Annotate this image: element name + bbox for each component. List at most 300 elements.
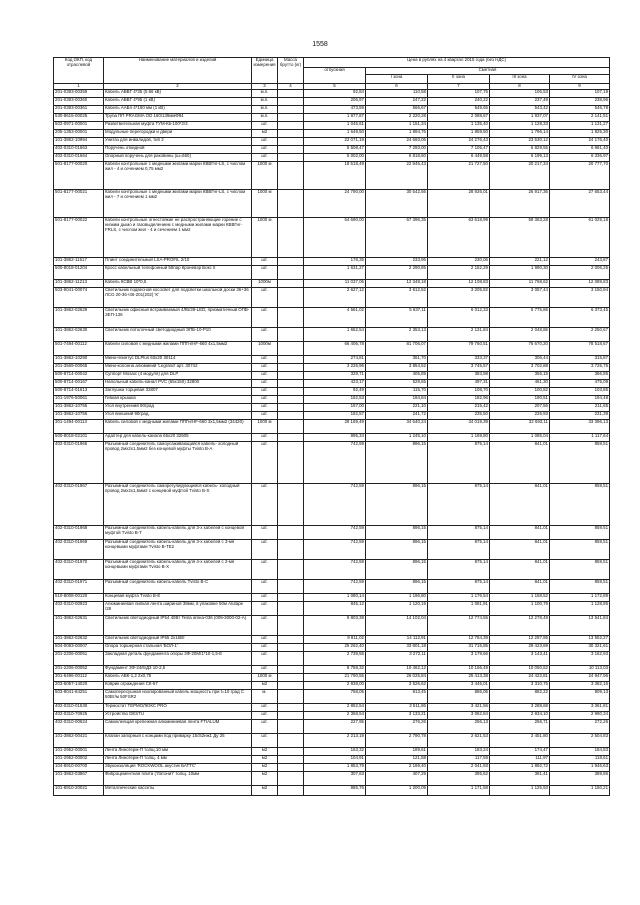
price-release: 163,32 xyxy=(304,748,366,756)
item-unit: шт. xyxy=(252,526,278,540)
table-row xyxy=(54,364,610,372)
price-zone3: 24 422,81 xyxy=(490,674,550,682)
table-row xyxy=(54,484,610,526)
item-name: Опора торшерная стальная 'БОЛ-1' xyxy=(104,644,252,652)
price-zone1: 405,89 xyxy=(366,372,428,380)
table-row xyxy=(54,580,610,594)
item-code: 402-0310-01968 xyxy=(54,526,104,540)
table-row xyxy=(54,90,610,98)
price-zone4: 1 128,85 xyxy=(550,602,610,616)
price-release: 2 627,12 xyxy=(304,288,366,308)
table-row xyxy=(54,404,610,412)
table-row xyxy=(54,388,610,396)
item-code: 101-3862-10755 xyxy=(54,404,104,412)
item-unit: м.п. xyxy=(252,98,278,106)
price-zone2: 875,14 xyxy=(428,484,490,526)
price-release: 178,35 xyxy=(304,258,366,266)
price-release: 162,53 xyxy=(304,396,366,404)
item-unit: шт. xyxy=(252,404,278,412)
item-code: 101-8910-20021 xyxy=(54,786,104,796)
item-mass xyxy=(278,526,304,540)
price-release: 104,91 xyxy=(304,756,366,764)
item-unit: шт. xyxy=(252,652,278,666)
item-code: 500-8714-00167 xyxy=(54,380,104,388)
item-name: Суппорт Mosaic (4 модуля) для DLP xyxy=(104,372,252,380)
item-mass xyxy=(278,772,304,786)
item-name: Разъемный соединитель самоусаживающийся кабель- холодный провод 2мх2х1,5мм2 без концевой муфты Tvisto B-A xyxy=(104,442,252,484)
header-price-title: Цена в рублях на 4 квартал 2015 года (без НДС) xyxy=(304,58,610,68)
table-row xyxy=(54,756,610,764)
item-code: 402-0310-00624 xyxy=(54,720,104,734)
item-name: Термостат ТЕРМОЛЮКС PRO xyxy=(104,704,252,712)
price-zone2: 2 088,67 xyxy=(428,114,490,122)
price-zone1: 247,22 xyxy=(366,98,428,106)
item-mass xyxy=(278,130,304,138)
item-mass xyxy=(278,690,304,704)
item-unit: шт. xyxy=(252,734,278,748)
column-number: 2 xyxy=(104,84,252,90)
price-zone2: 63 618,99 xyxy=(428,218,490,258)
price-zone4: 27 653,44 xyxy=(550,190,610,218)
item-unit: шт. xyxy=(252,380,278,388)
item-unit: м. xyxy=(252,690,278,704)
item-mass xyxy=(278,616,304,636)
price-zone2: 117,59 xyxy=(428,756,490,764)
item-mass xyxy=(278,404,304,412)
item-mass xyxy=(278,764,304,772)
price-zone3: 237,49 xyxy=(490,98,550,106)
item-unit: шт. xyxy=(252,388,278,396)
price-zone2: 875,14 xyxy=(428,442,490,484)
table-row xyxy=(54,594,610,602)
item-code: 500-8018-01204 xyxy=(54,266,104,280)
table-row xyxy=(54,138,610,146)
price-zone4: 1 117,64 xyxy=(550,434,610,442)
price-zone1: 189,61 xyxy=(366,748,428,756)
price-zone2: 3 205,82 xyxy=(428,288,490,308)
price-zone3: 3 057,44 xyxy=(490,288,550,308)
item-mass xyxy=(278,720,304,734)
table-row xyxy=(54,412,610,420)
price-zone3: 32 693,11 xyxy=(490,420,550,434)
item-unit: м2 xyxy=(252,130,278,138)
table-row xyxy=(54,636,610,644)
price-zone1: 3 133,21 xyxy=(366,712,428,720)
table-row xyxy=(54,712,610,720)
price-zone4: 33 396,13 xyxy=(550,420,610,434)
item-code: 201-3569-00065 xyxy=(54,364,104,372)
price-zone4: 3 150,94 xyxy=(550,288,610,308)
price-release: 1 649,50 xyxy=(304,130,366,138)
price-zone1: 7 293,00 xyxy=(366,146,428,154)
price-zone3: 1 085,04 xyxy=(490,434,550,442)
price-zone2: 3 745,57 xyxy=(428,364,490,372)
price-zone1: 81 706,07 xyxy=(366,342,428,356)
item-name: Гибкая крышка xyxy=(104,396,252,404)
item-name: Самоклеящая крепежная алюминиевая лента FTIALUM xyxy=(104,720,252,734)
price-zone4: 20 777,70 xyxy=(550,162,610,190)
price-zone3: 3 143,41 xyxy=(490,652,550,666)
item-unit: шт. xyxy=(252,146,278,154)
price-zone2: 6 012,33 xyxy=(428,308,490,328)
price-release: 9 811,02 xyxy=(304,636,366,644)
price-zone3: 1 100,79 xyxy=(490,602,550,616)
item-unit: 1000м xyxy=(252,342,278,356)
price-zone2: 6 449,58 xyxy=(428,154,490,162)
column-number: 7 xyxy=(428,84,490,90)
price-zone3: 6 199,13 xyxy=(490,154,550,162)
price-zone4: 3 361,81 xyxy=(550,704,610,712)
price-zone3: 20 217,34 xyxy=(490,162,550,190)
price-zone4: 859,51 xyxy=(550,560,610,580)
price-zone1: 1 200,09 xyxy=(366,786,428,796)
item-unit: шт. xyxy=(252,396,278,404)
table-row xyxy=(54,420,610,434)
item-mass xyxy=(278,540,304,560)
price-zone2: 12 774,55 xyxy=(428,616,490,636)
price-zone4: 12 089,83 xyxy=(550,280,610,288)
table-row xyxy=(54,258,610,266)
price-zone1: 5 637,11 xyxy=(366,308,428,328)
item-mass xyxy=(278,682,304,690)
price-release: 995,34 xyxy=(304,434,366,442)
price-zone4: 389,86 xyxy=(550,772,610,786)
table-row xyxy=(54,308,610,328)
item-name: Плинт соединительный LSA-PROFIL 2/10 xyxy=(104,258,252,266)
price-zone2: 497,31 xyxy=(428,380,490,388)
price-zone1: 3 272,11 xyxy=(366,652,428,666)
price-zone4: 6 981,40 xyxy=(550,146,610,154)
price-zone3: 23 530,12 xyxy=(490,138,550,146)
column-number: 1 xyxy=(54,84,104,90)
price-zone2: 2 152,29 xyxy=(428,266,490,280)
header-estimate: Сметная xyxy=(366,68,610,75)
price-zone1: 22 945,43 xyxy=(366,162,428,190)
table-row xyxy=(54,372,610,380)
item-unit: м2 xyxy=(252,682,278,690)
item-code: 201-2206-00051 xyxy=(54,652,104,666)
price-release: 1 045,61 xyxy=(304,122,366,130)
item-code: 500-8018-02101 xyxy=(54,434,104,442)
price-zone3: 6 829,55 xyxy=(490,146,550,154)
price-zone4: 1 131,27 xyxy=(550,122,610,130)
table-row xyxy=(54,342,610,356)
price-zone1: 10 462,12 xyxy=(366,666,428,674)
price-release: 182,57 xyxy=(304,412,366,420)
item-unit: шт. xyxy=(252,266,278,280)
item-mass xyxy=(278,266,304,280)
item-code: 402-0310-01966 xyxy=(54,442,104,484)
price-zone1: 2 353,13 xyxy=(366,328,428,342)
table-row xyxy=(54,328,610,342)
item-mass xyxy=(278,380,304,388)
price-release: 473,59 xyxy=(304,106,366,114)
item-code: 501-8177-00022 xyxy=(54,218,104,258)
item-name: Светильник светодиодный IP65 2х16Вт xyxy=(104,636,252,644)
table-row xyxy=(54,666,610,674)
price-zone2: 333,37 xyxy=(428,356,490,364)
price-zone4: 475,09 xyxy=(550,380,610,388)
item-mass xyxy=(278,342,304,356)
price-zone1: 896,15 xyxy=(366,580,428,594)
item-mass xyxy=(278,388,304,396)
item-code: 205-1353-00001 xyxy=(54,130,104,138)
price-zone1: 1 894,76 xyxy=(366,130,428,138)
item-unit: шт. xyxy=(252,616,278,636)
price-zone1: 121,58 xyxy=(366,756,428,764)
item-code: 101-2952-00001 xyxy=(54,748,104,756)
item-code: 503-9041-00074 xyxy=(54,288,104,308)
item-mass xyxy=(278,412,304,420)
item-mass xyxy=(278,636,304,644)
item-code: 201-0393-00361 xyxy=(54,106,104,114)
header-zone3: III зона xyxy=(490,75,550,84)
header-release: отпускная xyxy=(304,68,366,84)
item-code: 504-0083-00007 xyxy=(54,644,104,652)
column-number: 5 xyxy=(304,84,366,90)
price-zone4: 1 172,89 xyxy=(550,594,610,602)
price-zone1: 566,67 xyxy=(366,106,428,114)
item-code: 402-0310-00923 xyxy=(54,602,104,616)
price-zone1: 110,58 xyxy=(366,90,428,98)
header-mass: Масса брутто (кг) xyxy=(278,58,304,84)
item-name: Металлические кассеты xyxy=(104,786,252,796)
item-unit: 1000м xyxy=(252,280,278,288)
price-zone4: 243,87 xyxy=(550,258,610,266)
price-zone3: 1 892,72 xyxy=(490,764,550,772)
price-zone1: 1 196,80 xyxy=(366,594,428,602)
price-zone4: 546,78 xyxy=(550,106,610,114)
price-zone4: 211,65 xyxy=(550,404,610,412)
price-release: 2 739,55 xyxy=(304,652,366,666)
item-unit: шт. xyxy=(252,122,278,130)
item-name: Унитаз для инвалидов, тип 2 xyxy=(104,138,252,146)
table-row xyxy=(54,106,610,114)
price-zone4: 184,83 xyxy=(550,748,610,756)
price-zone2: 1 135,40 xyxy=(428,122,490,130)
item-code: 101-2952-00002 xyxy=(54,756,104,764)
price-release: 21 790,55 xyxy=(304,674,366,682)
item-code: 402-0310-01970 xyxy=(54,560,104,580)
price-zone4: 2 250,67 xyxy=(550,328,610,342)
price-zone2: 886,05 xyxy=(428,690,490,704)
item-unit: шт. xyxy=(252,594,278,602)
price-zone2: 230,06 xyxy=(428,258,490,266)
price-zone4: 24 176,40 xyxy=(550,138,610,146)
item-unit: шт. xyxy=(252,602,278,616)
column-number: 8 xyxy=(490,84,550,90)
item-code: 402-0310-01530 xyxy=(54,704,104,712)
item-code: 402-0310-70925 xyxy=(54,712,104,720)
header-code: Код ОКП, код отраслевой xyxy=(54,58,104,84)
price-zone3: 106,53 xyxy=(490,90,550,98)
item-mass xyxy=(278,484,304,526)
price-zone2: 1 081,91 xyxy=(428,602,490,616)
item-name: Мини-колонна алюминий 'Legrand' арт. 30742 xyxy=(104,364,252,372)
item-name: Труба ПП PRAGMA OD 160/139ммФ84 xyxy=(104,114,252,122)
item-mass xyxy=(278,674,304,682)
price-release: 167,00 xyxy=(304,404,366,412)
item-code: 501-7494-00112 xyxy=(54,342,104,356)
item-unit: шт. xyxy=(252,712,278,720)
item-unit: шт. xyxy=(252,138,278,146)
table-row xyxy=(54,434,610,442)
price-zone1: 3 612,52 xyxy=(366,288,428,308)
price-zone2: 10 166,49 xyxy=(428,666,490,674)
header-zone2: II зона xyxy=(428,75,490,84)
price-zone3: 3 702,88 xyxy=(490,364,550,372)
item-name: Угол внешний 90град. xyxy=(104,412,252,420)
item-code: 101-3862-02631 xyxy=(54,616,104,636)
price-zone3: 111,97 xyxy=(490,756,550,764)
item-name: Разъемный соединитель кабель-кабель для 3-х кабелей с 3-мя концевыми муфтами Tvisto B-TE2 xyxy=(104,540,252,560)
item-mass xyxy=(278,146,304,154)
price-zone2: 1 171,58 xyxy=(428,786,490,796)
price-zone2: 1 169,80 xyxy=(428,434,490,442)
item-mass xyxy=(278,190,304,218)
price-release: 92,49 xyxy=(304,388,366,396)
item-name: Коврик ограждения СК-67 xyxy=(104,682,252,690)
item-name: Кросс кабельный телефонный 50пар Кроневэр Бокс II xyxy=(104,266,252,280)
price-zone2: 2 041,93 xyxy=(428,764,490,772)
price-zone3: 3 288,68 xyxy=(490,704,550,712)
price-release: 8 759,32 xyxy=(304,666,366,674)
item-name: Фиброцементная плита ('Латонит' толщ. 10мм xyxy=(104,772,252,786)
item-unit: шт. xyxy=(252,434,278,442)
price-zone4: 2 504,83 xyxy=(550,734,610,748)
item-unit: м.п. xyxy=(252,114,278,122)
price-zone1: 24 693,06 xyxy=(366,138,428,146)
item-name: Кабель АВК-1,2 2х0,75 xyxy=(104,674,252,682)
price-zone4: 13 541,84 xyxy=(550,616,610,636)
item-mass xyxy=(278,704,304,712)
item-code: 201-0393-00360 xyxy=(54,98,104,106)
item-name: Клапан запорный с концами под приварку 15с52нж1 Ду 25 xyxy=(104,734,252,748)
price-zone2: 235,50 xyxy=(428,412,490,420)
item-code: 402-0310-01969 xyxy=(54,540,104,560)
header-unit: Единица измерения xyxy=(252,58,278,84)
item-code: 503-8041-84251 xyxy=(54,690,104,704)
item-code: 203-6057-14020 xyxy=(54,682,104,690)
item-code: 402-0310-01971 xyxy=(54,580,104,594)
price-zone2: 107,75 xyxy=(428,90,490,98)
price-release: 11 037,06 xyxy=(304,280,366,288)
price-zone1: 896,15 xyxy=(366,526,428,540)
table-row xyxy=(54,720,610,734)
price-zone2: 875,14 xyxy=(428,560,490,580)
table-row xyxy=(54,560,610,580)
item-name: Разъемный соединитель кабель-кабель Tvisto B-C xyxy=(104,580,252,594)
price-release: 742,59 xyxy=(304,560,366,580)
price-zone3: 841,01 xyxy=(490,540,550,560)
table-row xyxy=(54,114,610,122)
item-mass xyxy=(278,594,304,602)
price-zone1: 12 348,18 xyxy=(366,280,428,288)
price-zone4: 1 150,21 xyxy=(550,786,610,796)
price-release: 307,63 xyxy=(304,772,366,786)
price-zone4: 2 006,25 xyxy=(550,266,610,280)
price-zone2: 3 062,84 xyxy=(428,712,490,720)
item-name: Угол внутренний 90град xyxy=(104,404,252,412)
price-zone3: 1 990,30 xyxy=(490,266,550,280)
item-name: Разъемный соединитель кабель-кабель для 3-х кабелей с концевой муфтой Tvisto B-T xyxy=(104,526,252,540)
price-zone4: 231,39 xyxy=(550,412,610,420)
item-name: Модульные перегородки и двери xyxy=(104,130,252,138)
price-zone1: 913,45 xyxy=(366,690,428,704)
price-zone1: 2 790,78 xyxy=(366,734,428,748)
table-row xyxy=(54,162,610,190)
item-code: 101-3862-00421 xyxy=(54,734,104,748)
item-code: 402-0310-01663 xyxy=(54,146,104,154)
item-mass xyxy=(278,328,304,342)
price-zone1: 67 396,35 xyxy=(366,218,428,258)
price-zone1: 241,72 xyxy=(366,412,428,420)
item-unit: шт. xyxy=(252,540,278,560)
price-zone4: 118,61 xyxy=(550,756,610,764)
price-release: 2 368,54 xyxy=(304,712,366,720)
price-zone3: 2 934,10 xyxy=(490,712,550,720)
item-unit: шт. xyxy=(252,328,278,342)
item-mass xyxy=(278,106,304,114)
price-zone3: 356,15 xyxy=(490,372,550,380)
price-release: 9 803,39 xyxy=(304,616,366,636)
item-unit: шт. xyxy=(252,560,278,580)
item-name: Лента Линотерм-П толщ. 4 мм xyxy=(104,756,252,764)
price-zone2: 875,14 xyxy=(428,540,490,560)
price-zone3: 29 423,69 xyxy=(490,644,550,652)
price-zone3: 306,44 xyxy=(490,356,550,364)
price-zone4: 194,48 xyxy=(550,396,610,404)
price-release: 54 690,00 xyxy=(304,218,366,258)
table-body xyxy=(54,90,610,796)
item-mass xyxy=(278,218,304,258)
item-code: 101-3862-11213 xyxy=(54,280,104,288)
item-mass xyxy=(278,356,304,364)
item-unit: шт. xyxy=(252,364,278,372)
item-unit: шт. xyxy=(252,442,278,484)
price-zone2: 7 105,47 xyxy=(428,146,490,154)
price-zone3: 226,93 xyxy=(490,412,550,420)
item-mass xyxy=(278,122,304,130)
item-code: 101-3862-02629 xyxy=(54,308,104,328)
price-release: 1 631,27 xyxy=(304,266,366,280)
item-name: Кабели контрольные с медными жилами марки КВВГнг-LS, с числом жил - 4 и сечением 0,75 мм2 xyxy=(104,162,252,190)
price-zone4: 6 336,97 xyxy=(550,154,610,162)
price-zone2: 240,22 xyxy=(428,98,490,106)
price-zone2: 215,42 xyxy=(428,404,490,412)
table-row xyxy=(54,380,610,388)
item-code: 101-3862-10756 xyxy=(54,412,104,420)
item-mass xyxy=(278,90,304,98)
price-zone4: 24 947,96 xyxy=(550,674,610,682)
item-unit: шт. xyxy=(252,644,278,652)
price-zone1: 1 120,19 xyxy=(366,602,428,616)
price-table xyxy=(53,57,610,796)
price-zone1: 26 025,84 xyxy=(366,674,428,682)
price-zone3: 461,30 xyxy=(490,380,550,388)
price-zone4: 238,96 xyxy=(550,98,610,106)
price-zone4: 6 373,45 xyxy=(550,308,610,328)
price-zone1: 14 102,04 xyxy=(366,616,428,636)
item-unit: м2 xyxy=(252,764,278,772)
price-zone2: 183,24 xyxy=(428,748,490,756)
item-unit: м2 xyxy=(252,786,278,796)
item-unit: шт. xyxy=(252,580,278,594)
table-row xyxy=(54,356,610,364)
table-row xyxy=(54,280,610,288)
price-zone1: 3 511,86 xyxy=(366,704,428,712)
price-zone4: 366,85 xyxy=(550,372,610,380)
